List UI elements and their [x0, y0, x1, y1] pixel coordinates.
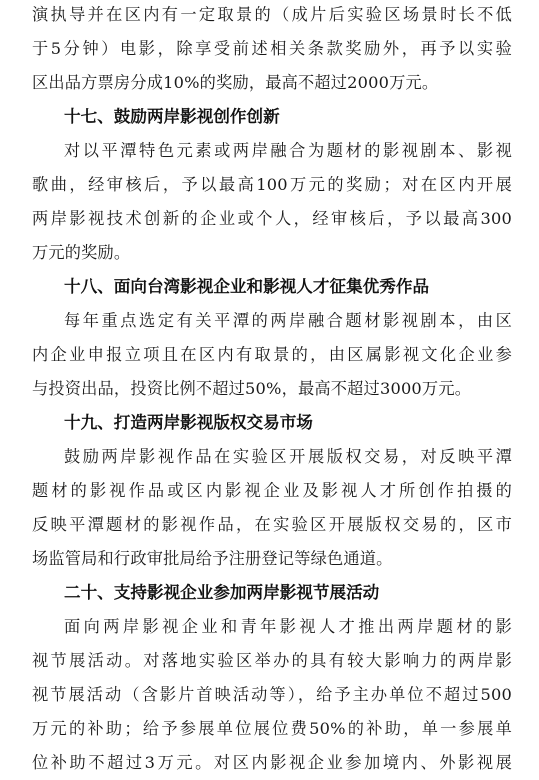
section-17-heading: 十七、鼓励两岸影视创作创新	[64, 107, 280, 126]
section-17-line-2: 歌曲，经审核后，予以最高100万元的奖励；对在区内开展	[32, 175, 512, 194]
section-20-line-5: 位补助不超过3万元。对区内影视企业参加境内、外影视展	[32, 753, 512, 772]
section-18-line-1: 每年重点选定有关平潭的两岸融合题材影视剧本，由区	[64, 311, 512, 330]
section-18-line-2: 内企业申报立项且在区内有取景的，由区属影视文化企业参	[32, 345, 512, 364]
section-19-line-3: 反映平潭题材的影视作品，在实验区开展版权交易的，区市	[32, 515, 512, 534]
section-19-line-2: 题材的影视作品或区内影视企业及影视人才所创作拍摄的	[32, 481, 512, 500]
section-17-line-4: 万元的奖励。	[32, 243, 131, 262]
section-18-heading: 十八、面向台湾影视企业和影视人才征集优秀作品	[64, 277, 430, 296]
section-20-line-2: 视节展活动。对落地实验区举办的具有较大影响力的两岸影	[32, 651, 512, 670]
section-19-heading: 十九、打造两岸影视版权交易市场	[64, 413, 313, 432]
intro-line-2: 于5分钟）电影，除享受前述相关条款奖励外，再予以实验	[32, 39, 512, 58]
section-20-heading: 二十、支持影视企业参加两岸影视节展活动	[64, 583, 380, 602]
section-20-line-1: 面向两岸影视企业和青年影视人才推出两岸题材的影	[64, 617, 512, 636]
section-18-line-3: 与投资出品，投资比例不超过50%，最高不超过3000万元。	[32, 379, 472, 398]
section-17-line-3: 两岸影视技术创新的企业或个人，经审核后，予以最高300	[32, 209, 512, 228]
section-19-line-1: 鼓励两岸影视作品在实验区开展版权交易，对反映平潭	[64, 447, 512, 466]
intro-line-1: 演执导并在区内有一定取景的（成片后实验区场景时长不低	[32, 5, 512, 24]
section-20-line-4: 万元的补助；给予参展单位展位费50%的补助，单一参展单	[32, 719, 512, 738]
section-20-line-3: 视节展活动（含影片首映活动等），给予主办单位不超过500	[32, 685, 512, 704]
section-17-line-1: 对以平潭特色元素或两岸融合为题材的影视剧本、影视	[64, 141, 512, 160]
intro-line-3: 区出品方票房分成10%的奖励，最高不超过2000万元。	[32, 73, 439, 92]
section-19-line-4: 场监管局和行政审批局给予注册登记等绿色通道。	[32, 549, 393, 568]
